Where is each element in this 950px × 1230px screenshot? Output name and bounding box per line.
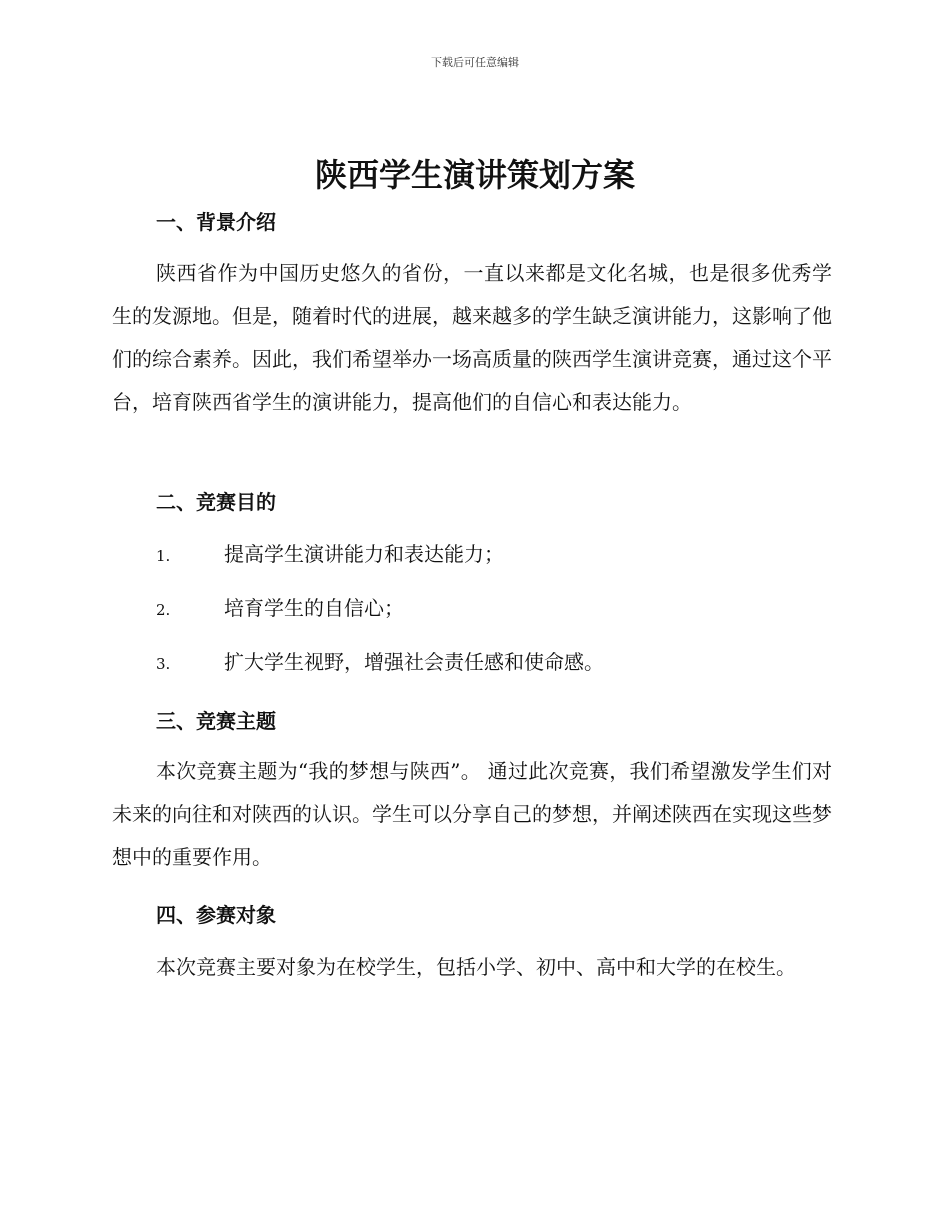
section-heading-background: 一、背景介绍 bbox=[156, 210, 276, 234]
list-item-number: 3. bbox=[156, 655, 171, 673]
list-item-text: 扩大学生视野，增强社会责任感和使命感。 bbox=[224, 650, 604, 674]
document-title: 陕西学生演讲策划方案 bbox=[314, 156, 635, 194]
section-paragraph-theme: 本次竞赛主题为“我的梦想与陕西”。 通过此次竞赛，我们希望激发学生们对未来的向往和对陕西的认识。学生可以分享自己的梦想，并阐述陕西在实现这些梦想中的重要作用。 bbox=[112, 759, 832, 869]
list-item-text: 培育学生的自信心； bbox=[224, 596, 404, 620]
list-item bbox=[156, 539, 836, 571]
list-item-text: 提高学生演讲能力和表达能力； bbox=[224, 542, 504, 566]
section-heading-theme: 三、竞赛主题 bbox=[156, 709, 276, 733]
section-paragraph-background: 陕西省作为中国历史悠久的省份，一直以来都是文化名城，也是很多优秀学生的发源地。但是，随着时代的进展，越来越多的学生缺乏演讲能力，这影响了他们的综合素养。因此，我们希望举办一场高质量的陕西学生演讲竞赛，通过这个平台，培育陕西省学生的演讲能力，提高他们的自信心和表达能力。 bbox=[112, 261, 832, 414]
header-note: 下载后可任意编辑 bbox=[431, 56, 519, 69]
section-heading-participants: 四、参赛对象 bbox=[156, 903, 276, 927]
list-item bbox=[156, 647, 836, 679]
section-heading-goals: 二、竞赛目的 bbox=[156, 490, 276, 514]
section-paragraph-participants: 本次竞赛主要对象为在校学生，包括小学、初中、高中和大学的在校生。 bbox=[156, 955, 796, 979]
list-item-number: 2. bbox=[156, 601, 171, 619]
list-item-number: 1. bbox=[156, 547, 171, 565]
list-item bbox=[156, 593, 836, 625]
